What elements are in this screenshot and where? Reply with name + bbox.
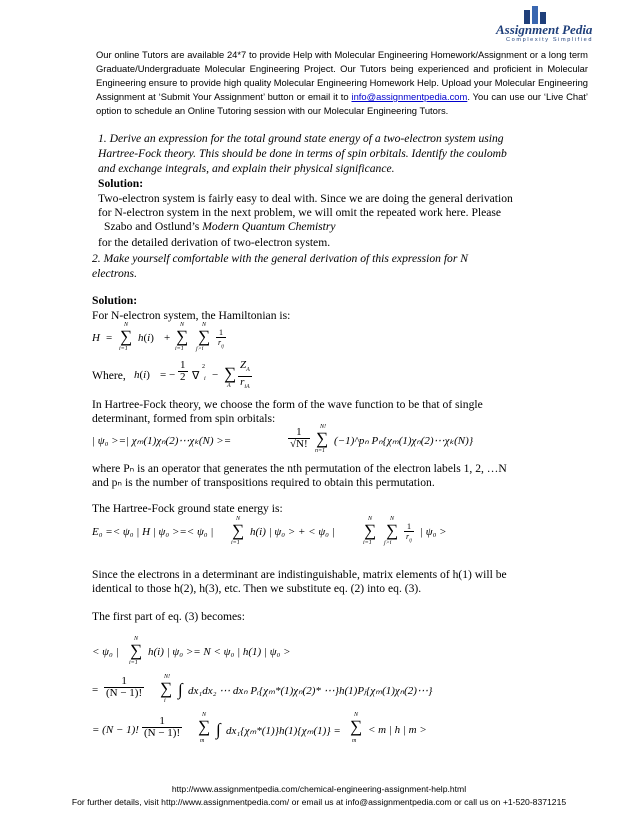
intro-paragraph: Our online Tutors are available 24*7 to provide Help with Molecular Engineering Homework/Assignment or a long term Graduate/Undergraduate Molecular Engineering Project. Our Tutors being experienced and proficient in Molecular Engineering ensure to provide high quality Molecular Engineering Homework Help. Upload your Molecular Engineering Assignment at ‘Submit Your Assignment’ button or email it to info@assignmentpedia.com. You can use our ‘Live Chat’ option to schedule an Online Tutoring session with our Molecular Engineering Tutors. (96, 49, 588, 116)
ground-state-energy-equation: E₀ =< ψ₀ | H | ψ₀ >=< ψ₀ | N ∑ i=1 h(i) | ψ₀ > + < ψ₀ | N ∑ i=1 N ∑ j>i 1 $r_{ij}$ | ψ₀ > (92, 516, 447, 546)
indist-line2: identical to those h(2), h(3), etc. Then we substitute eq. (2) into eq. (3). (92, 582, 422, 595)
q2-line2: electrons. (92, 267, 137, 280)
hamiltonian-equation: H = N ∑ i=1 h(i) + N ∑ i=1 N ∑ j>i 1 $r_{ij}$ (92, 322, 224, 352)
logo-name: Assignment Pedia (496, 22, 593, 37)
footer-url[interactable]: http://www.assignmentpedia.com/chemical-engineering-assignment-help.html (171, 784, 467, 794)
first-part-equation-2: = $\frac{1}{(N - 1)!}$ N! ∑ i ∫ dx₁dx₂ ⋯ dxₙ Pᵢ{χₘ*(1)χₙ(2)* ⋯}h(1)Pⱼ{χₘ(1)χₙ(2)⋯} (92, 674, 433, 704)
first-part-intro: The first part of eq. (3) becomes: (92, 610, 245, 623)
q1-solution-label: Solution: (98, 177, 144, 190)
q2-line1: 2. Make yourself comfortable with the general derivation of this expression for N (92, 252, 468, 265)
where-label: Where, (92, 369, 126, 382)
q1-line3: and exchange integrals, and explain their physical significance. (98, 162, 395, 175)
energy-intro: The Hartree-Fock ground state energy is: (92, 502, 283, 515)
email-link[interactable]: info@assignmentpedia.com (351, 91, 468, 102)
slater-determinant-equation: | ψ₀ >=| χₘ(1)χₙ(2)⋯χₖ(N) >= $\frac{1}{√N!}$ N! ∑ n=1 (−1)^pₙ Pₙ{χₘ(1)χₙ(2)⋯χₖ(N)} (92, 424, 474, 454)
q1-line2: Hartree-Fock theory. This should be done in terms of spin orbitals. Identify the coulomb (98, 147, 507, 160)
q1-sol-line2: for N-electron system in the next problem, we will omit the repeated work here. Please (98, 206, 502, 219)
logo[interactable] (478, 4, 628, 44)
perm-line1: where Pₙ is an operator that generates the nth permutation of the electron labels 1, 2, …N (92, 462, 507, 475)
first-part-equation-1: < ψ₀ | N ∑ i=1 h(i) | ψ₀ >= N < ψ₀ | h(1) | ψ₀ > (92, 636, 291, 666)
indist-line1: Since the electrons in a determinant are indistinguishable, matrix elements of h(1) will be (92, 568, 507, 581)
logo-building-icon (522, 4, 548, 24)
logo-tagline: Complexity Simplified (506, 37, 594, 43)
hamiltonian-intro: For N-electron system, the Hamiltonian is: (92, 309, 291, 322)
hf-line2: determinant, formed from spin orbitals: (92, 412, 276, 425)
q1-sol-line4: for the detailed derivation of two-electron system. (98, 236, 331, 249)
footer-contact: For further details, visit http://www.assignmentpedia.com/ or email us at info@assignmentpedia.com or call us on +1-520-8371215 (71, 797, 567, 807)
first-part-equation-3: = (N − 1)! $\frac{1}{(N - 1)!}$ N ∑ m ∫ dx₁{χₘ*(1)}h(1){χₘ(1)} = N ∑ m < m | h | m > (92, 712, 427, 744)
q1-line1: 1. Derive an expression for the total ground state energy of a two-electron system using (98, 132, 504, 145)
q1-sol-line1: Two-electron system is fairly easy to deal with. Since we are doing the general derivation (98, 192, 513, 205)
book-title: Modern Quantum Chemistry (202, 220, 336, 233)
hf-line1: In Hartree-Fock theory, we choose the form of the wave function to be that of single (92, 398, 483, 411)
q2-solution-label: Solution: (92, 294, 138, 307)
one-electron-operator-equation: h(i) = − $\frac{1}{2}$ ∇ i 2 − ∑ A $Z_A$ $r_{iA}$ (134, 359, 250, 391)
perm-line2: and pₙ is the number of transpositions required to obtain this permutation. (92, 476, 435, 489)
q1-sol-line3: Szabo and Ostlund’s Modern Quantum Chemistry (104, 220, 336, 233)
